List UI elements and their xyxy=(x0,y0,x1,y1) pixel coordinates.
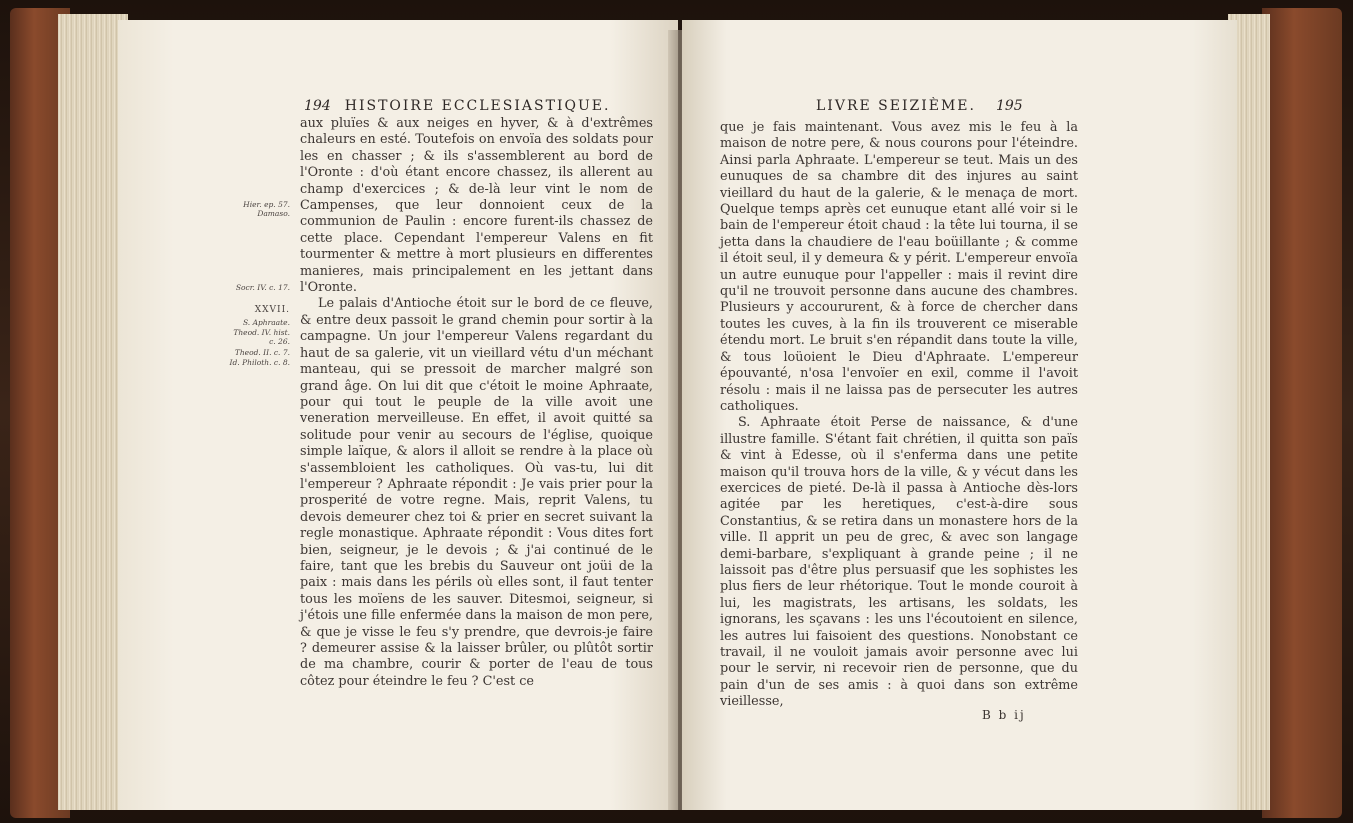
paragraph: aux pluïes & aux neiges en hyver, & à d'extrêmes chaleurs en esté. Toutefois on envoïa des soldats pour les en chasser ; & ils s'assemblerent au bord de l'Oronte : d'où étant encore chassez, ils allerent au champ d'exercices ; & de-là leur vint le nom de Campenses, que leur donnoient ceux de la communion de Paulin : encore furent-ils chassez de cette place. Cependant l'empereur Valens en fit tourmenter & mettre à mort plusieurs en differentes manieres, mais principalement en les jettant dans l'Oronte. xyxy=(300,116,653,296)
margin-note: Hier. ep. 57. Damaso. xyxy=(243,200,290,218)
paragraph: S. Aphraate étoit Perse de naissance, & d'une illustre famille. S'étant fait chrétien, il quitta son païs & vint à Edesse, où il s'enferma dans une petite maison qu'il trouva hors de la ville, & y vécut dans les exercices de pieté. De-là il passa à Antioche dès-lors agitée par les heretiques, c'est-à-dire sous Constantius, & se retira dans un monastere hors de la ville. Il apprit un peu de grec, & avec son langage demi-barbare, s'expliquant à grande peine ; il ne laissoit pas d'être plus persuasif que les sophistes les plus fiers de leur rhétorique. Tout le monde couroit à lui, les magistrats, les artisans, les soldats, les ignorans, les sçavans : les uns l'écoutoient en silence, les autres lui faisoient des questions. Nonobstant ce travail, il ne vouloit jamais avoir personne avec lui pour le servir, ni recevoir rien de personne, que du pain d'un de ses amis : à quoi dans son extrême vieillesse, xyxy=(720,415,1078,710)
margin-note: Theod. IV. hist. c. 26. xyxy=(233,328,290,346)
book-cover-right xyxy=(1262,8,1342,818)
paragraph: Le palais d'Antioche étoit sur le bord de ce fleuve, & entre deux passoit le grand chemin pour sortir à la campagne. Un jour l'empereur Valens regardant du haut de sa galerie, vit un vieillard vétu d'un méchant manteau, qui se pressoit de marcher malgré son grand âge. On lui dit que c'étoit le moine Aphraate, pour qui tout le peuple de la ville avoit une veneration merveilleuse. En effet, il avoit quitté sa solitude pour venir au secours de l'église, quoique simple laïque, & alors il alloit se rendre à la place où s'assembloient les catholiques. Où vas-tu, lui dit l'empereur ? Aphraate répondit : Je vais prier pour la prosperité de votre regne. Mais, reprit Valens, tu devois demeurer chez toi & prier en secret suivant la regle monastique. Aphraate répondit : Vous dites fort bien, seigneur, je le devois ; & j'ai continué de le faire, tant que les brebis du Sauveur ont joüi de la paix : mais dans les périls où elles sont, il faut tenter tous les moïens de les sauver. Ditesmoi, seigneur, si j'étois une fille enfermée dans la maison de mon pere, & que je visse le feu s'y prendre, que devrois-je faire ? demeurer assise & la laisser brûler, ou plûtôt sortir de ma chambre, courir & porter de l'eau de tous côtez pour éteindre le feu ? C'est ce xyxy=(300,296,653,689)
left-page xyxy=(118,20,678,810)
signature-mark: B b ij xyxy=(982,708,1026,722)
paragraph: que je fais maintenant. Vous avez mis le feu à la maison de notre pere, & nous courons pour l'éteindre. Ainsi parla Aphraate. L'empereur se teut. Mais un des eunuques de sa chambre dit des injures au saint vieillard du haut de la galerie, & le menaça de mort. Quelque temps après cet eunuque etant allé voir si le bain de l'empereur étoit chaud : la tête lui tourna, il se jetta dans la chaudiere de l'eau boüillante ; & comme il étoit seul, il y demeura & y périt. L'empereur envoïa un autre eunuque pour l'appeller : mais il revint dire qu'il ne trouvoit personne dans aucune des chambres. Plusieurs y accoururent, & à force de chercher dans toutes les cuves, à la fin ils trouverent ce miserable étendu mort. Le bruit s'en répandit dans toute la ville, & tous loüoient le Dieu d'Aphraate. L'empereur épouvanté, n'osa l'envoïer en exil, comme il l'avoit résolu : mais il ne laissa pas de persecuter les autres catholiques. xyxy=(720,120,1078,414)
left-page-text xyxy=(300,116,653,690)
right-page-text xyxy=(720,120,1078,711)
margin-note: Theod. II. c. 7. xyxy=(234,348,290,357)
running-head: HISTOIRE ECCLESIASTIQUE. xyxy=(344,98,611,114)
margin-note: S. Aphraate. xyxy=(242,318,290,327)
running-head: LIVRE SEIZIÈME. xyxy=(816,98,976,114)
left-page-header xyxy=(304,98,610,114)
margin-note: Socr. IV. c. 17. xyxy=(235,283,290,292)
section-number: XXVII. xyxy=(254,305,290,315)
right-page xyxy=(682,20,1237,810)
page-number: 195 xyxy=(995,98,1023,114)
right-page-header xyxy=(816,98,1023,114)
margin-note: Id. Philoth. c. 8. xyxy=(229,358,290,367)
page-number: 194 xyxy=(304,98,331,114)
